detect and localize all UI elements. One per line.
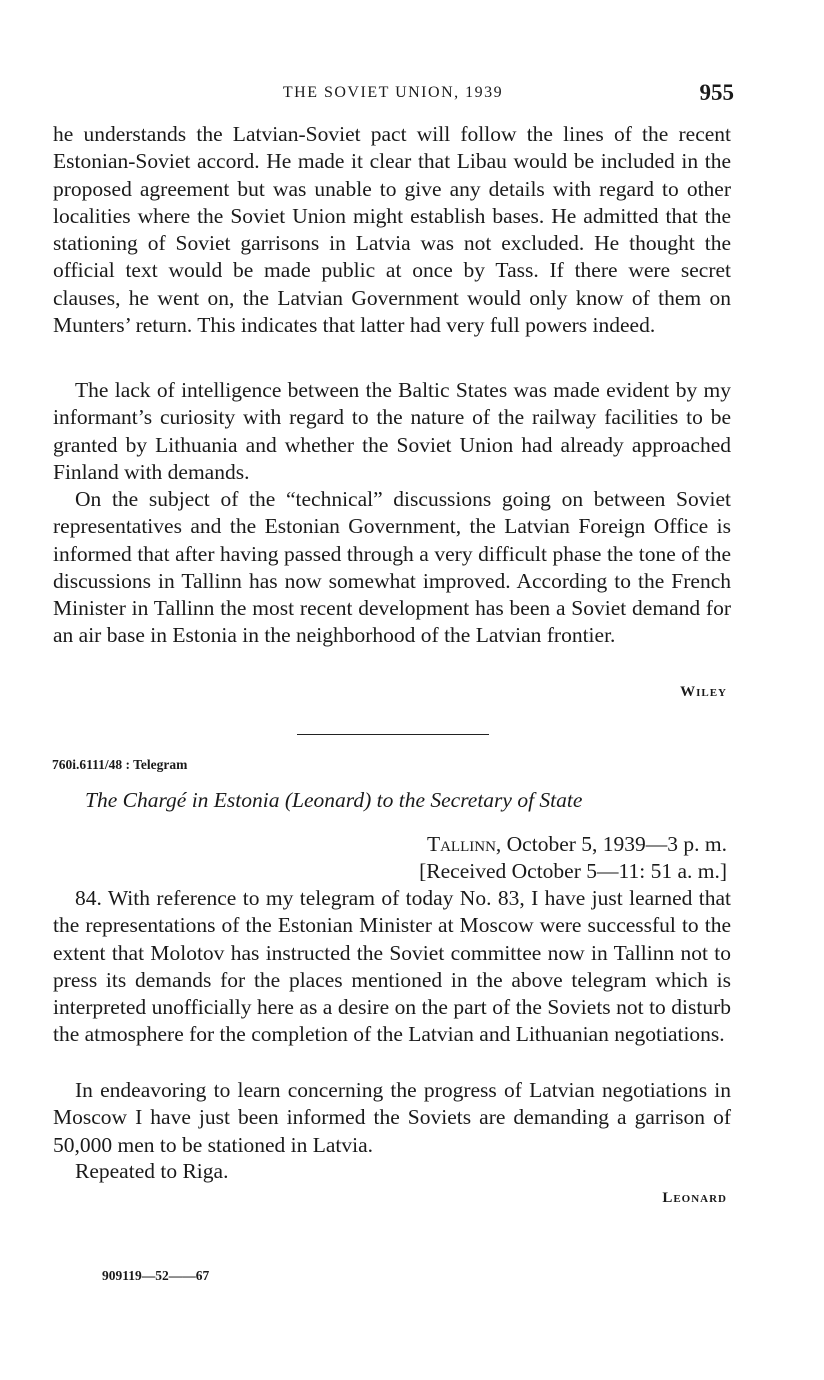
paragraph-technical: On the subject of the “technical” discussions going on between Soviet representatives and the Estonian Government, the Latvian Foreign Office is informed that after having passed through a very difficult phase the tone of the discussions in Tallinn has now somewhat improved. According to the French Minister in Tallinn the most recent development has been a Soviet demand for an air base in Estonia in the neighborhood of the Latvian frontier. — [53, 487, 731, 648]
signature-wiley: Wiley — [680, 684, 727, 700]
print-code: 909119—52——67 — [102, 1268, 210, 1283]
signature-leonard: Leonard — [662, 1190, 727, 1206]
dateline — [427, 831, 727, 858]
dateline-place: Tallinn, — [426, 832, 502, 856]
section-divider — [297, 734, 489, 735]
paragraph-intelligence: The lack of intelligence between the Baltic States was made evident by my informant’s curiosity with regard to the nature of the railway facilities to be granted by Lithuania and whether the Soviet Union had already approached Finland with demands. — [53, 378, 731, 484]
paragraph-84: 84. With reference to my telegram of today No. 83, I have just learned that the representations of the Estonian Minister at Moscow were successful to the extent that Molotov has instructed the Soviet committee now in Tallinn not to press its demands for the places mentioned in the above telegram which is interpreted unofficially here as a desire on the part of the Soviets not to disturb the atmosphere for the completion of the Latvian and Lithuanian negotiations. — [53, 886, 731, 1047]
dateline-date: October 5, 1939—3 p. m. — [506, 832, 727, 856]
running-head: THE SOVIET UNION, 1939 — [282, 84, 504, 101]
paragraph-negotiations: In endeavoring to learn concerning the progress of Latvian negotiations in Moscow I have just been informed the Soviets are demanding a garrison of 50,000 men to be stationed in Latvia. — [53, 1078, 731, 1157]
paragraph-continued: he understands the Latvian-Soviet pact will follow the lines of the recent Estonian-Soviet accord. He made it clear that Libau would be included in the proposed agreement but was unable to give any details with regard to other localities where the Soviet Union might establish bases. He admitted that the stationing of Soviet garrisons in Latvia was not excluded. He thought the official text would be made public at once by Tass. If there were secret clauses, he went on, the Latvian Government would only know of them on Munters’ return. This indicates that latter had very full powers indeed. — [53, 122, 731, 338]
received-note: [Received October 5—11: 51 a. m.] — [419, 859, 727, 883]
paragraph-repeated: Repeated to Riga. — [75, 1159, 229, 1183]
file-number: 760i.6111/48 : Telegram — [52, 757, 188, 772]
document-title: The Chargé in Estonia (Leonard) to the Secretary of State — [85, 788, 583, 812]
page-header — [52, 80, 734, 112]
page-number: 955 — [699, 80, 734, 105]
